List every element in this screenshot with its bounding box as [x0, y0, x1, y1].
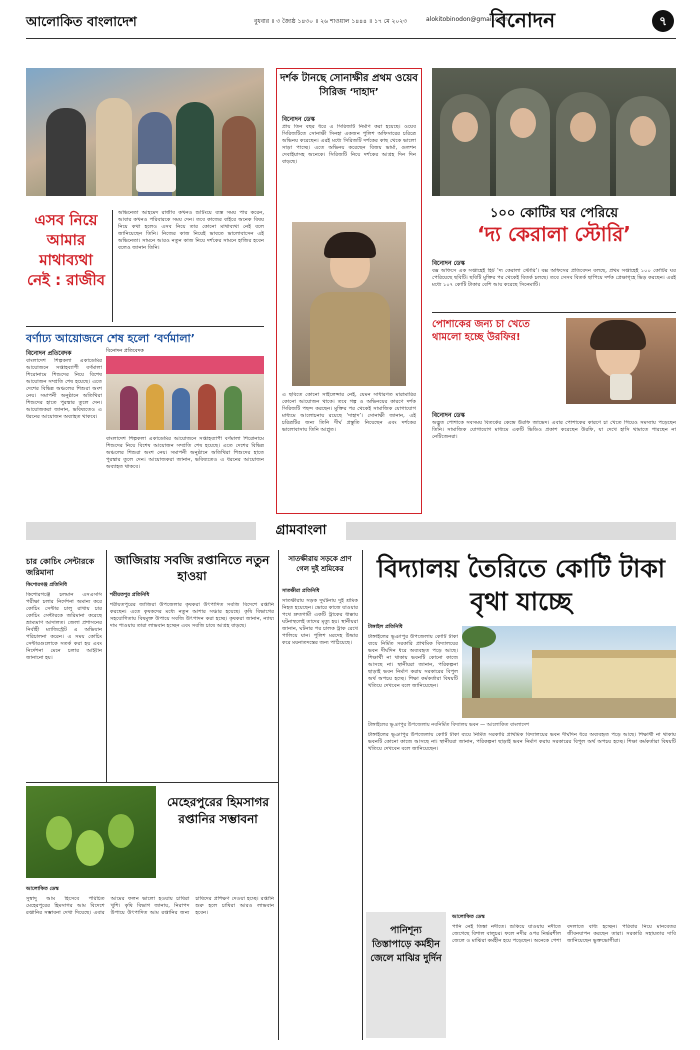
- date-line: বুধবার ॥ ৩ জ্যৈষ্ঠ ১৪৩০ ॥ ২৬ শাওয়াল ১৪৪৪ ॥ ১৭ মে ২০২৩: [254, 18, 408, 25]
- sonakshi-photo: [292, 222, 406, 386]
- party-photo: [26, 68, 264, 196]
- sobji-body: শরীয়তপুরের জাজিরা উপজেলার কৃষকরা উৎপাদিত সবজি বিদেশে রপ্তানি করছেন। এতে কৃষকদের মধ্যে নতুন আশার সঞ্চার হয়েছে। কৃষি বিভাগের সহযোগিতায় বিষমুক্ত উপায়ে সবজি উৎপাদন করা হচ্ছে। কৃষকরা জানান, ন্যায্য দাম পাওয়ায় তারা লাভবান হচ্ছেন এবং সবজি চাষে আগ্রহ বাড়ছে।: [110, 602, 274, 629]
- kerala-headline-top: ১০০ কোটির ঘর পেরিয়ে: [489, 206, 619, 221]
- biddaloy-body-cont-text: টাঙ্গাইলের ভূঞাপুর উপজেলায় কোটি টাকা ব্যয়ে নির্মিত সরকারি প্রাথমিক বিদ্যালয়ের ভবন দীর্ঘদিন ধরে অব্যবহৃত পড়ে আছে। শিক্ষার্থী না থাকায় ভবনটি কোনো কাজে আসছে না। স্থানীয়রা জানান, পরিকল্পনা ছাড়াই ভবন নির্মাণ করায় সরকারের বিপুল অর্থ অপচয় হচ্ছে। শিক্ষা কর্মকর্তারা বিষয়টি খতিয়ে দেখবেন বলে জানিয়েছেন।: [368, 732, 676, 752]
- urfi-photo: [566, 318, 676, 404]
- school-photo-caption: টাঙ্গাইলের ভূঞাপুর উপজেলায় নবনির্মিত বিদ্যালয় ভবন — আলোকিত বাংলাদেশ: [368, 722, 530, 728]
- bornomala-top-rule: [26, 326, 264, 327]
- bornomala-body-lower: [106, 436, 264, 514]
- bornomala-body-lower-text: বাংলাদেশ শিল্পকলা একাডেমির আয়োজনে সপ্তাহব্যাপী বর্ণমালা শিরোনামে শিশুদের নিয়ে বিশেষ আয়োজন সম্প্রতি শেষ হয়েছে। এতে দেশের বিভিন্ন অঞ্চলের শিশুরা অংশ নেয়। সমাপনী অনুষ্ঠানে অতিথিরা শিশুদের হাতে পুরস্কার তুলে দেন। আয়োজকরা জানান, ভবিষ্যতেও এ ধরনের আয়োজন অব্যাহত থাকবে।: [106, 436, 264, 470]
- sonakshi-body: প্রায় তিন বছর ধরে এ সিরিজটি নির্মাণ করা হয়েছে। ওয়েব সিরিজটিতে সোনাক্ষী সিনহা একজন পুলিশ অফিসারের চরিত্রে অভিনয় করেছেন। এরই মধ্যে সিরিজটি দর্শকের কাছ থেকে ভালো সাড়া পাচ্ছে। এতে অভিনয় করেছেন বিজয় ভার্মা, গুলশন দেবাইয়াসহ অনেকে। সিরিজটি নিয়ে দর্শকের আগ্রহ দিন দিন বাড়ছে।: [282, 124, 416, 165]
- bornomala-photo: [106, 356, 264, 430]
- majhi-byline: আলোকিত ডেস্ক: [452, 914, 485, 920]
- sorok-byline: সাতক্ষীরা প্রতিনিধি: [282, 588, 320, 594]
- bornomala-byline: বিনোদন প্রতিবেদক: [26, 350, 72, 357]
- sonakshi-headline: দর্শক টানছে সোনাক্ষীর প্রথম ওয়েব সিরিজ ‘দাহাদ’: [280, 73, 418, 98]
- sobji-byline: শরীয়তপুর প্রতিনিধি: [110, 592, 150, 598]
- email: alokitobinodon@gmail.com: [426, 16, 508, 23]
- sonakshi-byline: বিনোদন ডেস্ক: [282, 116, 315, 123]
- mango-photo: [26, 786, 156, 878]
- himsagar-body: সুস্বাদু আম হিসেবে পরিচিত মেহেরপুরের হিমসাগর আম বিদেশে রপ্তানির সম্ভাবনা দেখা দিয়েছে। এবার আমের ফলন ভালো হওয়ায় চাষিরা খুশি। কৃষি বিভাগ জানায়, নিরাপদ উপায়ে উৎপাদিত আম রপ্তানির জন্য চাষিদের প্রশিক্ষণ দেওয়া হচ্ছে। রপ্তানি শুরু হলে চাষিরা আরও লাভবান হবেন।: [26, 896, 274, 916]
- himsagar-headline: মেহেরপুরের হিমসাগর রপ্তানির সম্ভাবনা: [167, 795, 269, 826]
- col-divider-1: [106, 550, 107, 782]
- col-divider-3: [362, 550, 363, 1040]
- urfi-headline: পোশাকের জন্য চা খেতে থামলো হচ্ছে উরফির!: [432, 319, 530, 343]
- urfi-body: অদ্ভুত পোশাকে সবসময় বিতর্কের কেন্দ্রে উরফি জাভেদ। এবার পোশাকের কারণে চা খেতে গিয়েও সমস্যায় পড়েছেন তিনি। সামাজিক যোগাযোগ মাধ্যমে একটি ভিডিও প্রকাশ করেছেন উরফি, যা দেখে হাসি থামাতে পারছেন না নেটিজেনরা।: [432, 420, 676, 440]
- bornomala-headline: বর্ণাঢ্য আয়োজনে শেষ হলো ‘বর্ণমালা’: [26, 332, 195, 345]
- kerala-bottom-rule: [432, 312, 676, 313]
- majhi-headline: পানিশূন্য তিস্তাপাড়ে কর্মহীন জেলে মাঝির দুর্দিন: [370, 925, 442, 964]
- biddaloy-byline: টাঙ্গাইল প্রতিনিধি: [368, 624, 403, 630]
- biddaloy-headline: বিদ্যালয় তৈরিতে কোটি টাকা বৃথা যাচ্ছে: [376, 554, 665, 616]
- paper-name: আলোকিত বাংলাদেশ: [26, 15, 137, 30]
- rajib-body: অভিনেতা আহমেদ রাজীব কখনও শুটিংয়ে ব্যস্ত সময় পার করেন, আবার কখনও পরিবারকে সময় দেন। তবে কাজের বাইরে অনেক বিষয় নিয়ে কথা হলেও এসব নিয়ে তার কোনো মাথাব্যথা নেই বলে জানিয়েছেন তিনি। নিজের কাজ নিয়েই ভাবতে ভালোবাসেন এই অভিনেতা। সামনে আরও নতুন কাজ নিয়ে দর্শকের সামনে হাজির হবেন বলেও জানান তিনি।: [118, 210, 264, 251]
- sorok-headline: সাতক্ষীরায় সড়কে প্রাণ গেল দুই শ্রমিকের: [288, 555, 352, 573]
- kerala-body: বক্স অফিসে এক সপ্তাহেই হিট ‘দ্য কেরালা স্টোরি’। বক্স অফিসের প্রতিবেদন বলছে, প্রথম সপ্তাহেই ১০০ কোটির ঘর পেরিয়েছে ছবিটি। ছবিটি মুক্তির পর থেকেই বিতর্ক চলছে। তবে সেসব বিতর্ক ছাপিয়ে দর্শক প্রেক্ষাগৃহে ভিড় করছেন। এরই মধ্যে ১০৭ কোটি টাকার বেশি আয় করেছে সিনেমাটি।: [432, 268, 676, 288]
- school-building-photo: [462, 626, 676, 718]
- jorimana-headline: চার কোচিং সেন্টারকে জরিমানা: [26, 557, 95, 577]
- grambangla-band: [26, 522, 676, 540]
- rajib-divider: [112, 210, 113, 322]
- bornomala-photo-caption: বিনোদন প্রতিবেদক: [106, 348, 144, 354]
- kerala-headline-main: ‘দ্য কেরালা স্টোরি’: [477, 222, 631, 246]
- jorimana-body: কিশোরগঞ্জে চলমান এসএসসি পরীক্ষা চলার নির্দেশনা অমান্য করে কোচিং সেন্টার চালু রাখায় চার কোচিং সেন্টারকে জরিমানা করেছে ভ্রাম্যমাণ আদালত। জেলা প্রশাসনের নির্বাহী ম্যাজিস্ট্রেট এ অভিযান পরিচালনা করেন। এ সময় কোচিং সেন্টারগুলোকে সতর্ক করা হয় এবং নির্দেশনা মেনে চলার আহ্বান জানানো হয়।: [26, 592, 102, 661]
- sorok-body: সাতক্ষীরায় সড়ক দুর্ঘটনায় দুই শ্রমিক নিহত হয়েছেন। ভোরে কাজে যাওয়ার পথে দ্রুতগামী একটি ট্রাকের ধাক্কায় ঘটনাস্থলেই তাদের মৃত্যু হয়। স্থানীয়রা জানান, ঘটনার পর চালক ট্রাক রেখে পালিয়ে যান। পুলিশ মরদেহ উদ্ধার করে ময়নাতদন্তের জন্য পাঠিয়েছে।: [282, 598, 358, 646]
- sonakshi-body-2: এ ছবিতে কোনো সাইলেন্সার নেই, যেমন সাধারণত মারামারির কোনো আয়োজন থাকে। তবে গল্প ও অভিনয়ের কারণে দর্শক সিরিজটি পছন্দ করছেন। মুক্তির পর থেকেই সামাজিক যোগাযোগ মাধ্যমে আলোচনায় রয়েছে ‘দাহাদ’। সোনাক্ষী জানান, এই চরিত্রটির জন্য তিনি দীর্ঘ প্রস্তুতি নিয়েছেন এবং দর্শকের ভালোবাসায় তিনি আপ্লুত।: [282, 392, 416, 433]
- header-rule: [26, 38, 676, 39]
- kerala-photo: [432, 68, 676, 196]
- biddaloy-body-cont: [368, 732, 676, 830]
- majhi-body: পানি নেই তিস্তা নদীতে। শুকিয়ে যাওয়ায় নদীতে জেগেছে বিশাল বালুচর। ফলে নদীর ওপর নির্ভরশীল জেলে ও মাঝিরা কর্মহীন হয়ে পড়েছেন। অনেকে পেশা বদলাতে বাধ্য হচ্ছেন। পরিবার নিয়ে মানবেতর জীবনযাপন করছেন তারা। সরকারি সহায়তার দাবি জানিয়েছেন ভুক্তভোগীরা।: [452, 924, 676, 944]
- kerala-byline: বিনোদন ডেস্ক: [432, 260, 465, 267]
- rajib-headline: এসব নিয়ে আমার মাথাব্যথা নেই : রাজীব: [27, 211, 105, 289]
- jorimana-byline: কিশোরগঞ্জ প্রতিনিধি: [26, 582, 67, 588]
- sobji-headline: জাজিরায় সবজি রপ্তানিতে নতুন হাওয়া: [114, 553, 270, 583]
- urfi-byline: বিনোদন ডেস্ক: [432, 412, 465, 419]
- section-title: বিনোদন: [490, 8, 556, 32]
- himsagar-byline: আলোকিত ডেস্ক: [26, 886, 59, 892]
- biddaloy-body: টাঙ্গাইলের ভূঞাপুর উপজেলায় কোটি টাকা ব্যয়ে নির্মিত সরকারি প্রাথমিক বিদ্যালয়ের ভবন দীর্ঘদিন ধরে অব্যবহৃত পড়ে আছে। শিক্ষার্থী না থাকায় ভবনটি কোনো কাজে আসছে না। স্থানীয়রা জানান, পরিকল্পনা ছাড়াই ভবন নির্মাণ করায় সরকারের বিপুল অর্থ অপচয় হচ্ছে। শিক্ষা কর্মকর্তারা বিষয়টি খতিয়ে দেখবেন বলে জানিয়েছেন।: [368, 634, 458, 689]
- bornomala-body: বাংলাদেশ শিল্পকলা একাডেমির আয়োজনে সপ্তাহব্যাপী বর্ণমালা শিরোনামে শিশুদের নিয়ে বিশেষ আয়োজন সম্প্রতি শেষ হয়েছে। এতে দেশের বিভিন্ন অঞ্চলের শিশুরা অংশ নেয়। সমাপনী অনুষ্ঠানে অতিথিরা শিশুদের হাতে পুরস্কার তুলে দেন। আয়োজকরা জানান, ভবিষ্যতেও এ ধরনের আয়োজন অব্যাহত থাকবে।: [26, 358, 102, 420]
- grambangla-title: গ্রামবাংলা: [256, 521, 346, 541]
- col-divider-2: [278, 550, 279, 1040]
- page-number: ৭: [652, 10, 674, 32]
